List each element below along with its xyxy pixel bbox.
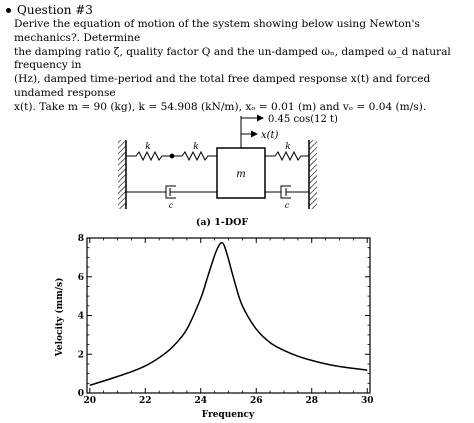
- damper-label: c: [284, 201, 290, 210]
- question-line: x(t). Take m = 90 (kg), k = 54.908 (kN/m), xₒ = 0.01 (m) and vₒ = 0.04 (m/s).: [14, 100, 427, 113]
- damper-label: c: [168, 201, 174, 210]
- question-line: Derive the equation of motion of the system showing below using Newton's mechanics?. Determine: [14, 18, 420, 44]
- displacement-label: x(t): [261, 130, 279, 141]
- spring-label: k: [145, 142, 151, 152]
- question-title: Question #3: [17, 3, 93, 17]
- y-tick-label: 2: [77, 350, 84, 361]
- y-tick-label: 4: [77, 311, 84, 322]
- x-tick-label: 22: [138, 396, 152, 406]
- x-axis-label: Frequency: [201, 410, 255, 420]
- question-line: the damping ratio ζ, quality factor Q and the un-damped ωₙ, damped ω_d natural frequency in: [14, 45, 451, 72]
- x-tick-label: 28: [305, 396, 319, 406]
- x-tick-label: 26: [249, 396, 263, 406]
- spring-label: k: [193, 142, 199, 152]
- y-tick-label: 6: [77, 272, 84, 283]
- x-tick-label: 24: [194, 396, 208, 406]
- x-tick-label: 20: [83, 396, 97, 406]
- diagram-caption: (a) 1-DOF: [195, 217, 249, 228]
- y-axis-label: Velocity (mm/s): [55, 277, 65, 357]
- y-tick-label: 0: [77, 389, 84, 399]
- mass-label: m: [236, 169, 246, 180]
- question-line: (Hz), damped time-period and the total free damped response x(t) and forced undamed response: [14, 73, 431, 99]
- y-tick-label: 8: [77, 234, 84, 244]
- velocity-series-line: [90, 243, 367, 385]
- spring-label: k: [285, 142, 291, 152]
- force-label: 0.45 cos(12 t): [268, 114, 338, 125]
- x-tick-label: 30: [360, 396, 374, 406]
